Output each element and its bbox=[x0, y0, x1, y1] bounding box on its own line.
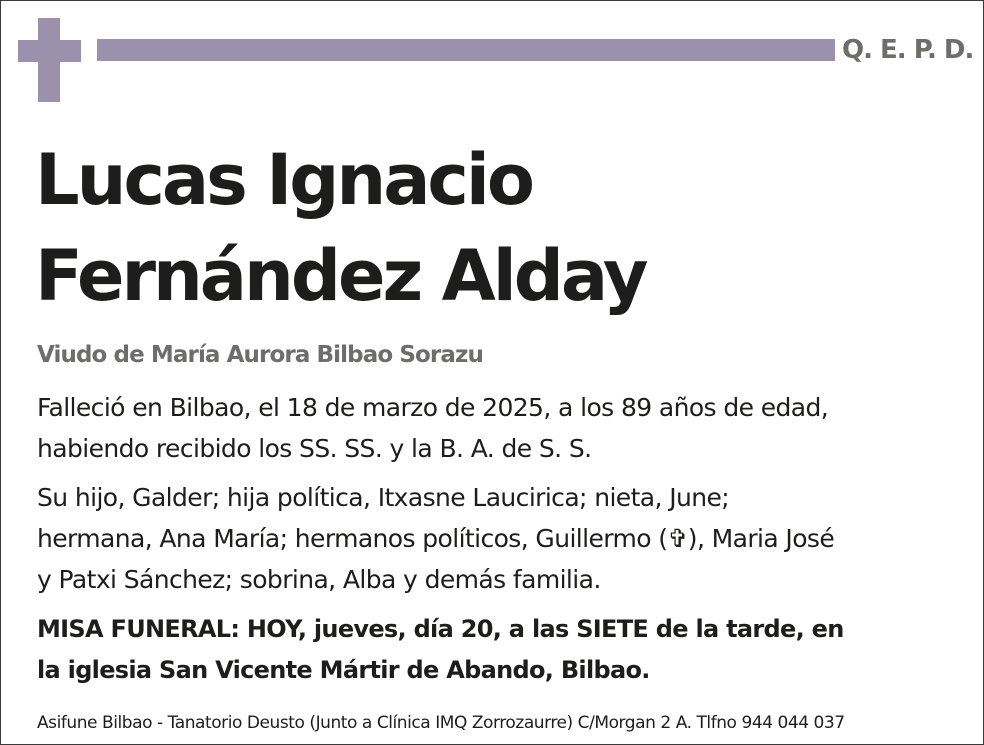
death-notice-line-2: habiendo recibido los SS. SS. y la B. A. de S. S. bbox=[37, 434, 592, 463]
deceased-name-line-1: Lucas Ignacio bbox=[35, 139, 533, 221]
family-paragraph bbox=[37, 477, 834, 600]
latin-cross-icon bbox=[18, 18, 81, 102]
death-notice-paragraph bbox=[37, 387, 828, 469]
death-notice-line-1: Falleció en Bilbao, el 18 de marzo de 2025, a los 89 años de edad, bbox=[37, 393, 829, 422]
family-line-2: hermana, Ana María; hermanos políticos, Guillermo (✞), Maria José bbox=[37, 524, 835, 553]
deceased-name-line-2: Fernández Alday bbox=[35, 235, 646, 317]
family-line-3: y Patxi Sánchez; sobrina, Alba y demás familia. bbox=[37, 565, 601, 594]
family-line-1: Su hijo, Galder; hija política, Itxasne Laucirica; nieta, June; bbox=[37, 483, 730, 512]
funeral-line-2: la iglesia San Vicente Mártir de Abando, Bilbao. bbox=[37, 656, 650, 684]
deceased-name bbox=[35, 132, 646, 324]
funeral-line-1: MISA FUNERAL: HOY, jueves, día 20, a las SIETE de la tarde, en bbox=[37, 615, 844, 643]
funeral-paragraph bbox=[37, 609, 844, 691]
qepd-label: Q. E. P. D. bbox=[842, 35, 974, 65]
widower-of-line: Viudo de María Aurora Bilbao Sorazu bbox=[37, 342, 483, 368]
cross-horizontal-bar bbox=[18, 40, 81, 62]
header-rule bbox=[97, 39, 835, 61]
funeral-home-footer: Asifune Bilbao - Tanatorio Deusto (Junto a Clínica IMQ Zorrozaurre) C/Morgan 2 A. Tlfno 944 044 037 bbox=[37, 713, 845, 733]
